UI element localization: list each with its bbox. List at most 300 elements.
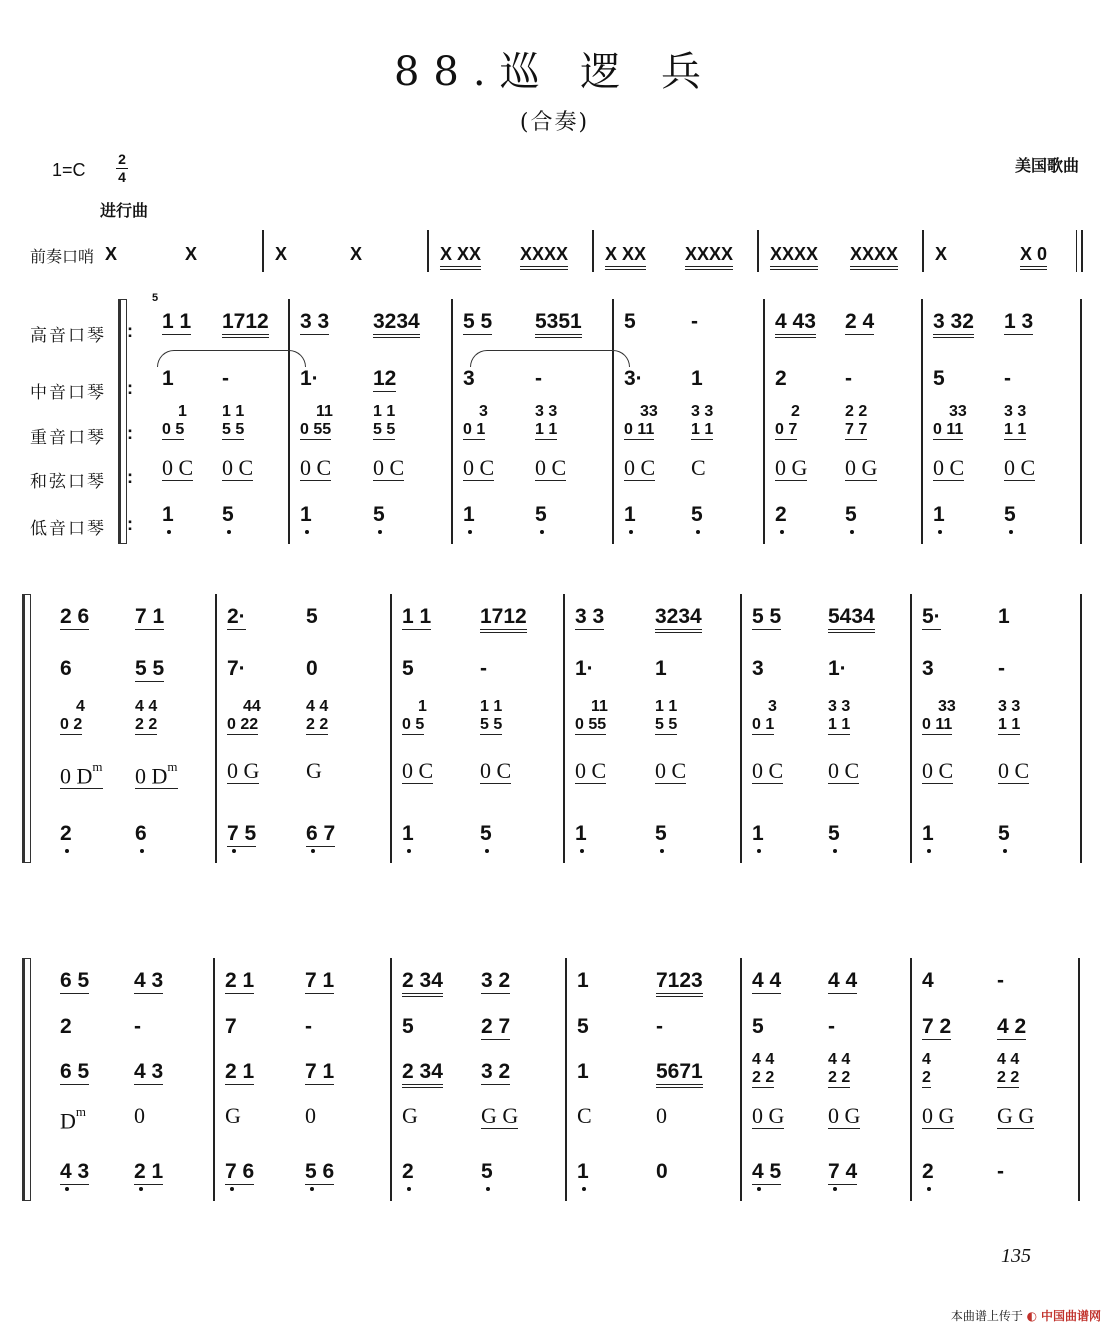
low-octave-dot-icon [227,530,231,534]
heavy-harmonica-lower: 0 11 [922,716,953,733]
heavy-harmonica-lower: 0 1 [463,421,486,438]
chord-harmonica-beat [752,1105,784,1129]
chord-symbol: G [306,758,322,783]
part-label: 高音口琴 [30,326,106,346]
chord-quality: m [92,759,103,774]
low-octave-dot-icon [580,849,584,853]
heavy-harmonica-upper: 33 [949,403,967,420]
low-octave-dot-icon [139,1187,143,1191]
heavy-harmonica-lower: 0 1 [752,716,775,733]
high-harmonica-beat: - [997,969,1004,992]
low-octave-dot-icon [407,849,411,853]
low-harmonica-beat: 5 [845,503,857,526]
upload-text: 本曲谱上传于 [950,1309,1023,1323]
high-harmonica-beat: 4 43 [775,311,816,338]
heavy-harmonica-lower: 1 1 [1004,421,1027,438]
heavy-harmonica-lower: 0 55 [575,716,607,733]
low-harmonica-beat: 6 7 [306,822,336,845]
mid-harmonica-beat: - [998,657,1005,680]
repeat-sign: : [127,514,133,534]
low-harmonica-beat: 5 [1004,503,1016,526]
mid-harmonica-beat: - [305,1015,312,1038]
barline [592,230,594,272]
mid-harmonica-beat: 7· [227,657,246,680]
heavy-harmonica-upper: 3 3 [691,403,714,420]
chord-harmonica-beat [752,760,783,784]
whistle-beat: X 0 [1020,243,1047,270]
mid-harmonica-beat: 0 [306,657,318,680]
heavy-harmonica-upper: 1 [178,403,187,420]
score-title: 88.巡 逻 兵 [393,49,716,95]
low-harmonica-beat: 2 [775,503,787,526]
low-harmonica-beat: 1 [463,503,475,526]
high-harmonica-beat: 3 3 [300,310,330,333]
heavy-harmonica-upper: 2 2 [845,403,868,420]
mid-harmonica-beat: 4 2 [997,1015,1027,1038]
chord-symbol: 0 C [922,758,954,783]
heavy-harmonica-upper: 11 [591,698,608,715]
heavy-harmonica-beat: 4 3 [134,1060,164,1083]
barline [757,230,759,272]
heavy-harmonica-upper: 33 [640,403,658,420]
heavy-harmonica-lower: 2 2 [306,716,329,733]
whistle-beat: XXXX [770,243,818,270]
whistle-beat: X XX [440,243,481,270]
high-harmonica-beat: 5 5 [752,605,782,628]
chord-symbol: 0 G [227,758,260,783]
barline [910,594,912,863]
repeat-sign: : [127,321,133,341]
chord-harmonica-beat [300,457,331,481]
heavy-harmonica-lower: 1 1 [535,421,558,438]
heavy-harmonica-lower: 0 7 [775,421,798,438]
low-octave-dot-icon [833,1187,837,1191]
barline [922,230,924,272]
high-harmonica-beat: 3234 [373,311,420,338]
mid-harmonica-beat: 1· [300,367,319,390]
mid-harmonica-beat: 2 [775,367,787,390]
heavy-harmonica-beat: 7 1 [305,1060,335,1083]
chord-symbol: 0 C [655,758,687,783]
part-label: 低音口琴 [30,519,106,539]
barline [451,299,453,544]
mid-harmonica-beat: 1· [575,657,594,680]
low-harmonica-beat: 7 6 [225,1160,255,1183]
mid-harmonica-beat: - [222,367,229,390]
heavy-harmonica-upper: 44 [243,698,261,715]
heavy-harmonica-upper: 4 [922,1051,931,1068]
whistle-beat: X [185,244,198,264]
chord-harmonica-beat [305,1105,316,1127]
low-harmonica-beat: - [997,1160,1004,1183]
high-harmonica-beat: 1 3 [1004,310,1034,333]
heavy-harmonica-lower: 0 5 [162,421,185,438]
heavy-harmonica-lower: 2 2 [828,1069,851,1086]
low-octave-dot-icon [757,849,761,853]
high-harmonica-beat: 4 4 [752,969,782,992]
heavy-harmonica-upper: 1 1 [480,698,503,715]
time-signature-numerator: 2 [118,151,126,167]
heavy-harmonica-upper: 3 3 [998,698,1021,715]
mid-harmonica-beat: - [845,367,852,390]
low-harmonica-beat: 2 [402,1160,414,1183]
chord-harmonica-beat [828,760,859,784]
chord-symbol: 0 G [775,455,808,480]
low-octave-dot-icon [167,530,171,534]
chord-symbol: G [225,1103,241,1128]
heavy-harmonica-beat: 2 1 [225,1060,255,1083]
mid-harmonica-beat: 1 [691,367,703,390]
heavy-harmonica-upper: 4 4 [828,1051,851,1068]
mid-harmonica-beat: - [535,367,542,390]
heavy-harmonica-beat: 6 5 [60,1060,90,1083]
mid-harmonica-beat: 7 2 [922,1015,952,1038]
high-harmonica-beat: 1 [577,969,589,992]
low-harmonica-beat: 1 [577,1160,589,1183]
heavy-harmonica-lower: 0 11 [624,421,655,438]
time-signature [116,152,128,185]
chord-symbol: 0 C [575,758,607,783]
chord-harmonica-beat [373,457,404,481]
low-harmonica-beat: 5 [373,503,385,526]
mid-harmonica-beat: 3 [922,657,934,680]
low-octave-dot-icon [407,1187,411,1191]
high-harmonica-beat: 4 3 [134,969,164,992]
high-harmonica-beat: 5· [922,605,941,628]
heavy-harmonica-upper: 1 1 [222,403,245,420]
high-harmonica-beat: 3234 [655,606,702,633]
heavy-harmonica-beat: 2 34 [402,1061,443,1088]
whistle-beat: X [105,244,118,264]
heavy-harmonica-upper: 11 [316,403,333,420]
barline [565,958,567,1201]
heavy-harmonica-upper: 4 4 [135,698,158,715]
low-octave-dot-icon [938,530,942,534]
chord-harmonica-beat [575,760,606,784]
whistle-beat: X [935,244,948,264]
chord-symbol: 0 C [480,758,512,783]
high-harmonica-beat: 3 32 [933,311,974,338]
high-harmonica-beat: 4 4 [828,969,858,992]
high-harmonica-beat: 3 3 [575,605,605,628]
chord-harmonica-beat [656,1105,667,1127]
heavy-harmonica-lower: 1 1 [691,421,714,438]
low-octave-dot-icon [378,530,382,534]
chord-harmonica-beat [922,760,953,784]
low-octave-dot-icon [833,849,837,853]
mid-harmonica-beat: 12 [373,367,397,390]
heavy-harmonica-upper: 3 [768,698,777,715]
low-octave-dot-icon [468,530,472,534]
mid-harmonica-beat: 7 [225,1015,237,1038]
repeat-sign: : [127,378,133,398]
high-harmonica-beat: 4 [922,969,934,992]
chord-symbol: 0 C [998,758,1030,783]
chord-symbol: 0 C [373,455,405,480]
chord-harmonica-beat [655,760,686,784]
low-harmonica-beat: 1 [575,822,587,845]
mid-harmonica-beat: 6 [60,657,72,680]
low-harmonica-beat: 1 [402,822,414,845]
chord-quality: m [167,759,178,774]
site-logo-icon: ◐ [1026,1309,1038,1323]
high-harmonica-beat: 7 1 [305,969,335,992]
high-harmonica-beat: 5434 [828,606,875,633]
low-harmonica-beat: 5 [828,822,840,845]
mid-harmonica-beat: 5 [402,657,414,680]
low-harmonica-beat: 2 [922,1160,934,1183]
barline [213,958,215,1201]
end-barline [1080,594,1082,863]
intro-label: 前奏口哨 [30,247,95,266]
chord-harmonica-beat [306,760,322,782]
low-octave-dot-icon [485,849,489,853]
heavy-harmonica-upper: 1 1 [373,403,396,420]
chord-harmonica-beat [481,1105,518,1129]
chord-harmonica-beat [134,1105,145,1127]
chord-harmonica-beat [624,457,655,481]
chord-harmonica-beat [1004,457,1035,481]
chord-harmonica-beat [535,457,566,481]
whistle-beat: XXXX [850,243,898,270]
heavy-harmonica-lower: 5 5 [480,716,503,733]
heavy-harmonica-upper: 3 [479,403,488,420]
low-octave-dot-icon [1003,849,1007,853]
site-name[interactable]: 中国曲谱网 [1040,1309,1101,1323]
heavy-harmonica-lower: 2 2 [752,1069,775,1086]
chord-harmonica-beat [162,457,193,481]
chord-symbol: 0 G [752,1103,785,1128]
low-octave-dot-icon [927,1187,931,1191]
end-barline [1078,958,1080,1201]
mid-harmonica-beat: - [1004,367,1011,390]
barline [763,299,765,544]
chord-harmonica-beat [225,1105,241,1127]
repeat-sign: : [127,467,133,487]
mid-harmonica-beat: 5 [752,1015,764,1038]
mid-harmonica-beat: 2 7 [481,1015,511,1038]
low-octave-dot-icon [232,849,236,853]
heavy-harmonica-lower: 2 [922,1069,931,1086]
low-octave-dot-icon [629,530,633,534]
barline [427,230,429,272]
heavy-harmonica-lower: 1 1 [828,716,851,733]
low-octave-dot-icon [780,530,784,534]
chord-symbol: G G [997,1103,1035,1128]
low-harmonica-beat: 5 [691,503,703,526]
chord-symbol: 0 C [828,758,860,783]
chord-harmonica-beat [402,760,433,784]
barline [390,594,392,863]
chord-symbol: 0 C [402,758,434,783]
chord-harmonica-beat [402,1105,418,1127]
chord-symbol: 0 C [463,455,495,480]
part-label: 中音口琴 [30,383,106,403]
barline [910,958,912,1201]
low-octave-dot-icon [140,849,144,853]
whistle-beat: X [350,244,363,264]
barline [288,299,290,544]
repeat-sign: : [127,423,133,443]
tempo-marking: 进行曲 [100,201,149,220]
low-harmonica-beat: 5 [481,1160,493,1183]
low-octave-dot-icon [582,1187,586,1191]
barline [740,594,742,863]
low-octave-dot-icon [927,849,931,853]
low-octave-dot-icon [65,849,69,853]
low-harmonica-beat: 2 1 [134,1160,164,1183]
low-harmonica-beat: 1 [624,503,636,526]
high-harmonica-beat: 2· [227,605,246,628]
heavy-harmonica-upper: 3 3 [1004,403,1027,420]
mid-harmonica-beat: - [134,1015,141,1038]
high-harmonica-beat: 1 [998,605,1010,628]
heavy-harmonica-lower: 1 1 [998,716,1021,733]
low-harmonica-beat: 7 5 [227,822,257,845]
low-octave-dot-icon [311,849,315,853]
heavy-harmonica-lower: 0 22 [227,716,259,733]
heavy-harmonica-lower: 7 7 [845,421,868,438]
low-harmonica-beat: 5 [655,822,667,845]
grace-note: 5 [152,292,159,304]
high-harmonica-beat: 3 2 [481,969,511,992]
composer-credit: 美国歌曲 [1014,156,1079,175]
end-barline [1080,299,1082,544]
heavy-harmonica-upper: 4 4 [997,1051,1020,1068]
heavy-harmonica-upper: 33 [938,698,956,715]
barline [215,594,217,863]
low-harmonica-beat: 1 [922,822,934,845]
mid-harmonica-beat: - [480,657,487,680]
low-harmonica-beat: 0 [656,1160,668,1183]
low-harmonica-beat: 5 [480,822,492,845]
chord-symbol: D [60,1108,76,1134]
whistle-beat: X XX [605,243,646,270]
heavy-harmonica-lower: 0 5 [402,716,425,733]
heavy-harmonica-lower: 5 5 [655,716,678,733]
chord-harmonica-beat [775,457,807,481]
low-octave-dot-icon [305,530,309,534]
page-number: 135 [1001,1245,1031,1267]
chord-symbol: C [577,1103,592,1128]
low-harmonica-beat: 2 [60,822,72,845]
heavy-harmonica-upper: 4 4 [752,1051,775,1068]
high-harmonica-beat: 7 1 [135,605,165,628]
mid-harmonica-beat: - [828,1015,835,1038]
chord-harmonica-beat [60,1105,86,1132]
chord-symbol: 0 C [535,455,567,480]
chord-harmonica-beat [691,457,706,479]
low-harmonica-beat: 7 4 [828,1160,858,1183]
low-octave-dot-icon [65,1187,69,1191]
chord-symbol: 0 C [300,455,332,480]
slur-tie [470,350,630,367]
low-harmonica-beat: 4 3 [60,1160,90,1183]
time-signature-denominator: 4 [118,169,126,185]
heavy-harmonica-upper: 1 1 [655,698,678,715]
low-harmonica-beat: 1 [933,503,945,526]
whistle-beat: X [275,244,288,264]
chord-harmonica-beat [222,457,253,481]
low-octave-dot-icon [696,530,700,534]
high-harmonica-beat: 5 [306,605,318,628]
high-harmonica-beat: 5 [624,310,636,333]
low-harmonica-beat: 6 [135,822,147,845]
high-harmonica-beat: 6 5 [60,969,90,992]
mid-harmonica-beat: 3· [624,367,643,390]
heavy-harmonica-lower: 5 5 [373,421,396,438]
chord-symbol: 0 C [933,455,965,480]
chord-symbol: 0 G [845,455,878,480]
high-harmonica-beat: 2 4 [845,310,875,333]
high-harmonica-beat: 2 1 [225,969,255,992]
chord-symbol: 0 C [1004,455,1036,480]
heavy-harmonica-upper: 2 [791,403,800,420]
chord-symbol: 0 C [624,455,656,480]
chord-harmonica-beat [480,760,511,784]
system-bracket [22,594,31,863]
chord-harmonica-beat [922,1105,954,1129]
chord-harmonica-beat [933,457,964,481]
barline [563,594,565,863]
high-harmonica-beat: 5351 [535,311,582,338]
mid-harmonica-beat: 3 [752,657,764,680]
mid-harmonica-beat: 1 [162,367,174,390]
low-harmonica-beat: 5 [998,822,1010,845]
heavy-harmonica-lower: 2 2 [997,1069,1020,1086]
heavy-harmonica-lower: 0 11 [933,421,964,438]
heavy-harmonica-upper: 3 3 [828,698,851,715]
whistle-beat: XXXX [520,243,568,270]
low-octave-dot-icon [486,1187,490,1191]
low-harmonica-beat: 5 [222,503,234,526]
heavy-harmonica-lower: 0 2 [60,716,83,733]
low-octave-dot-icon [230,1187,234,1191]
low-harmonica-beat: 1 [752,822,764,845]
chord-symbol: 0 [656,1103,667,1128]
high-harmonica-beat: 7123 [656,970,703,997]
heavy-harmonica-upper: 3 3 [535,403,558,420]
chord-symbol: C [691,455,706,480]
low-octave-dot-icon [1009,530,1013,534]
chord-harmonica-beat [845,457,877,481]
high-harmonica-beat: 2 6 [60,605,90,628]
system-bracket [22,958,31,1201]
chord-symbol: 0 [134,1103,145,1128]
chord-symbol: 0 D [135,763,168,789]
chord-harmonica-beat [828,1105,860,1129]
heavy-harmonica-lower: 0 55 [300,421,332,438]
heavy-harmonica-upper: 4 [76,698,85,715]
chord-symbol: 0 C [752,758,784,783]
chord-symbol: 0 G [828,1103,861,1128]
part-label: 和弦口琴 [30,472,106,492]
low-harmonica-beat: 1 [300,503,312,526]
chord-harmonica-beat [135,760,178,789]
chord-harmonica-beat [463,457,494,481]
high-harmonica-beat: 1712 [480,606,527,633]
heavy-harmonica-beat: 5671 [656,1061,703,1088]
slur-tie [157,350,306,367]
mid-harmonica-beat: 5 [933,367,945,390]
high-harmonica-beat: 1712 [222,311,269,338]
chord-symbol: 0 D [60,763,93,789]
low-octave-dot-icon [310,1187,314,1191]
heavy-harmonica-lower: 5 5 [222,421,245,438]
low-harmonica-beat: 4 5 [752,1160,782,1183]
chord-quality: m [75,1104,87,1119]
low-harmonica-beat: 1 [162,503,174,526]
